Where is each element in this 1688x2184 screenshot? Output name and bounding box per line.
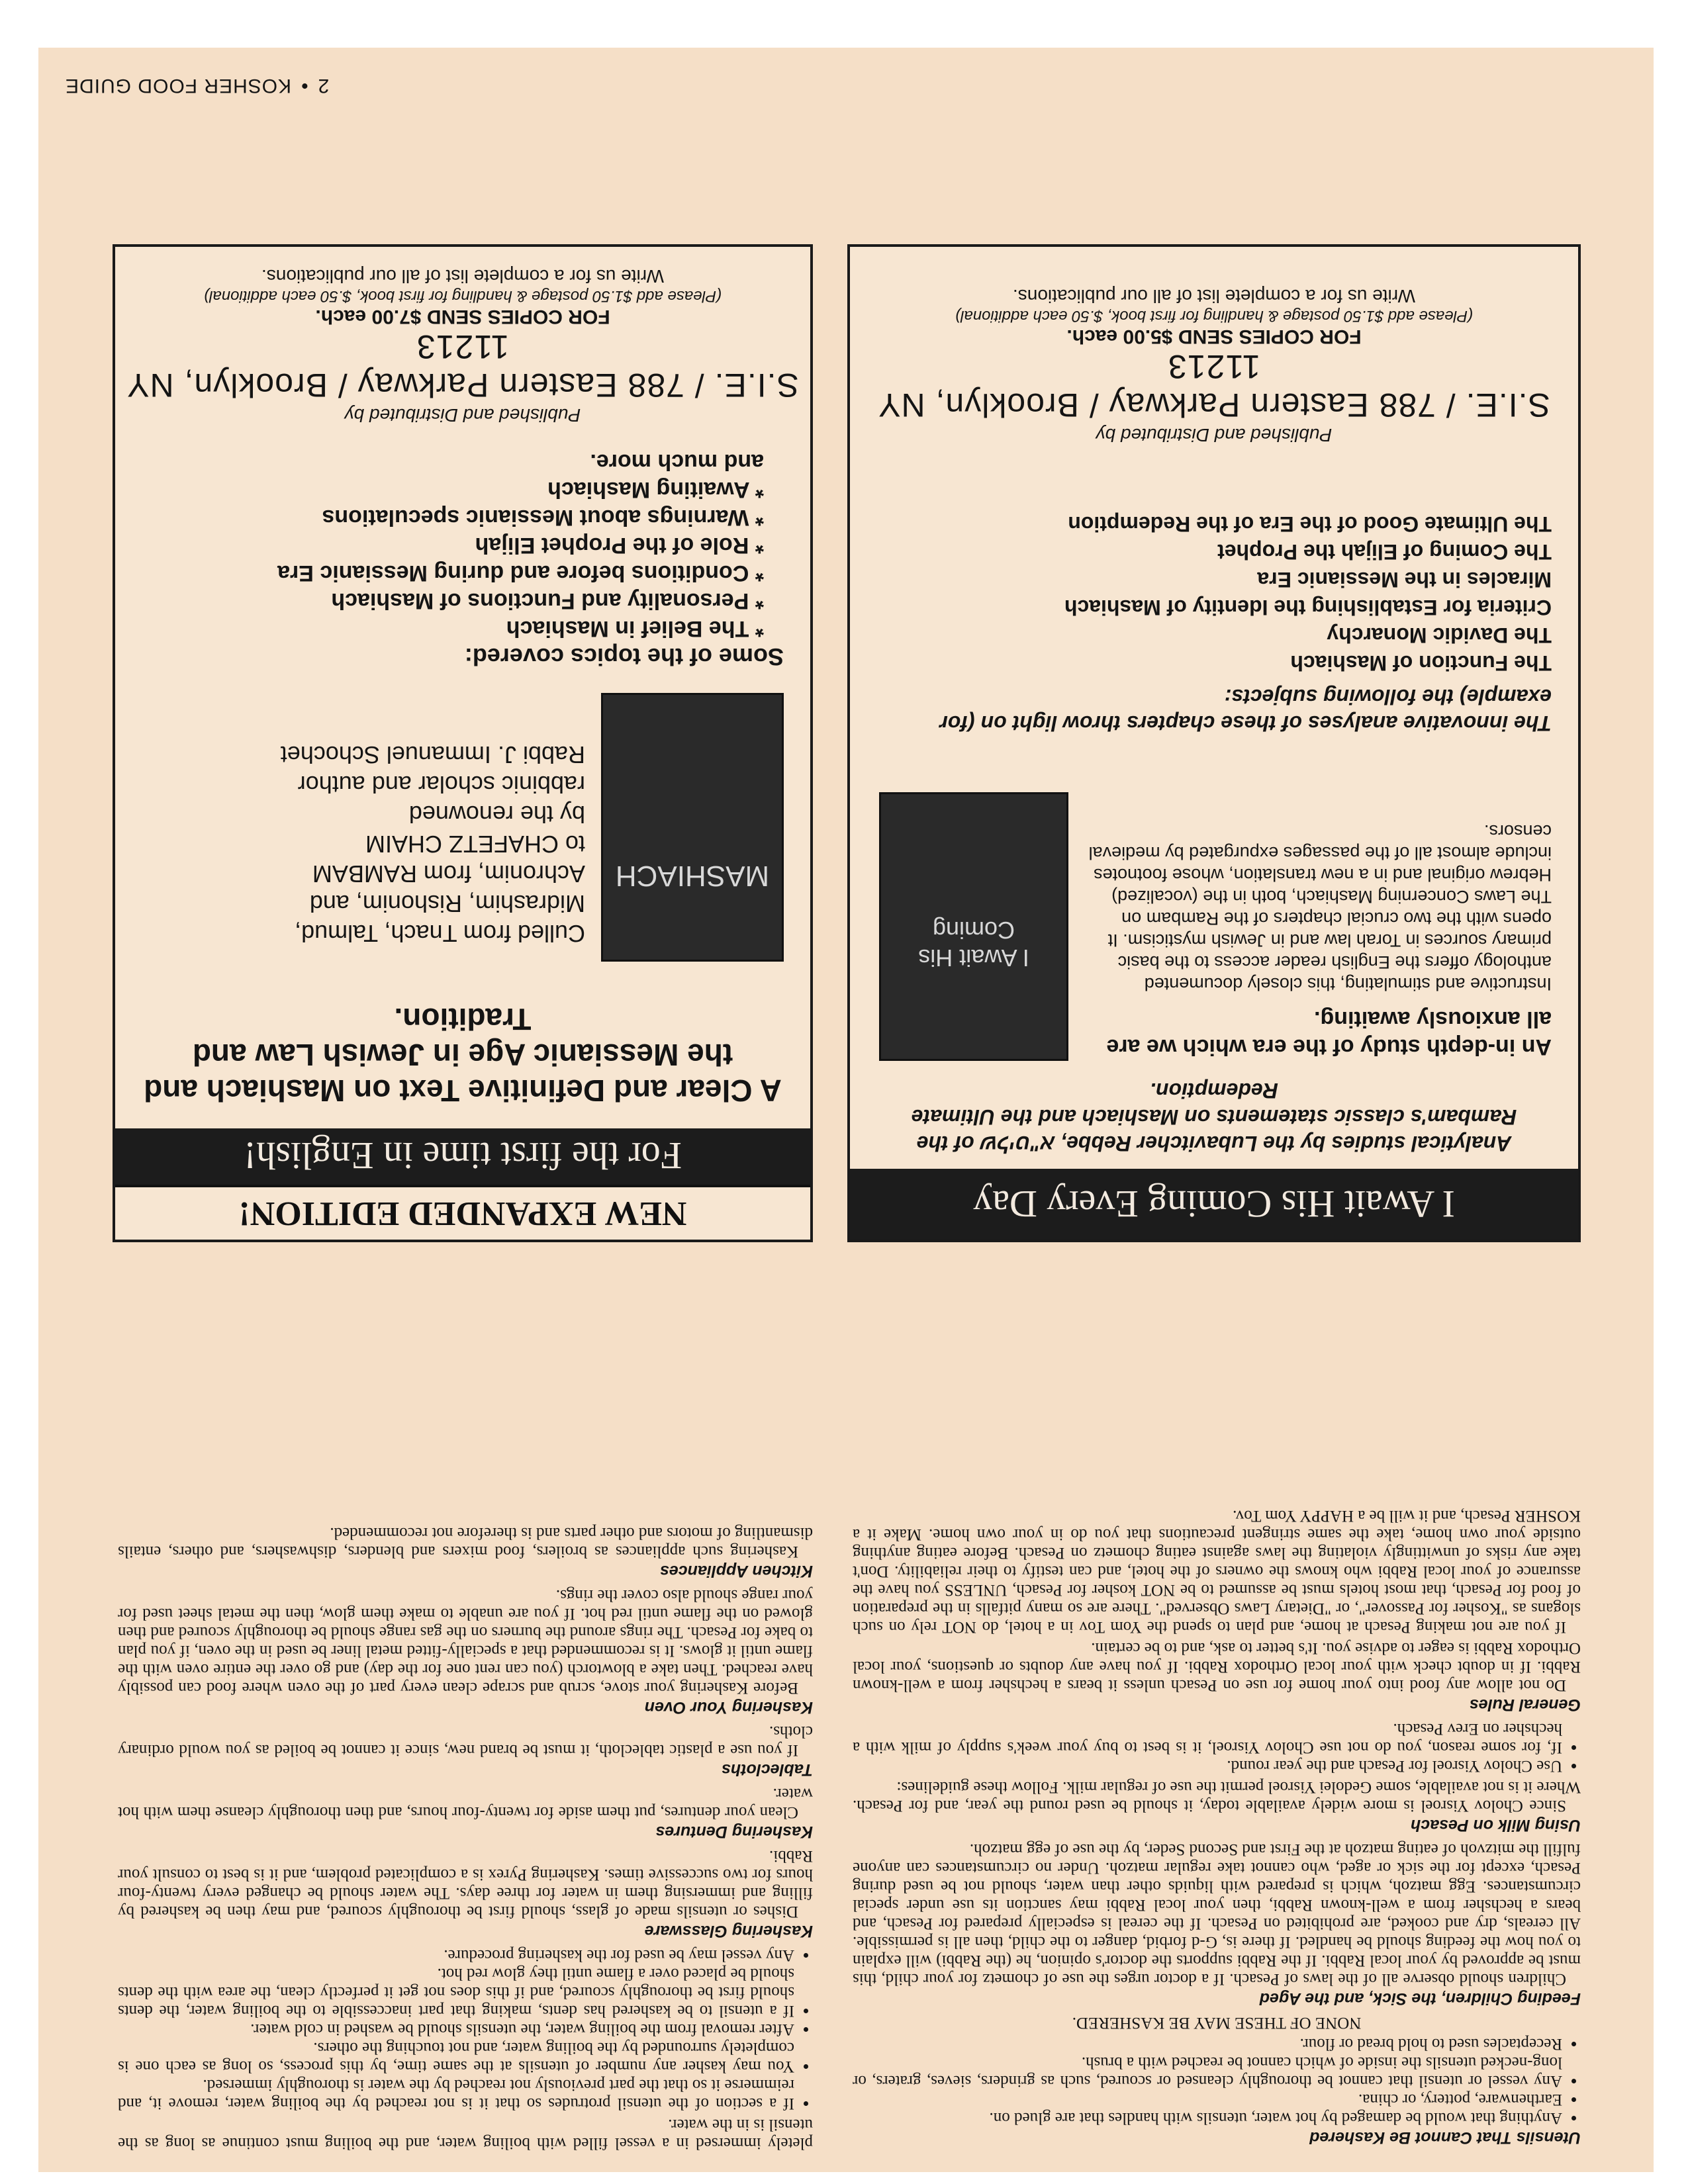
topic-item: The Ultimate Good of the Era of the Redemption: [1068, 512, 1552, 536]
column-left: [853, 1504, 1581, 2152]
copies-price: FOR COPIES SEND $7.00 each.: [315, 306, 610, 328]
book-cover-image: [601, 693, 784, 962]
page-number: 2: [317, 75, 330, 97]
section-heading: General Rules: [1469, 1696, 1581, 1714]
list-item: • Receptacles used to hold bread or flour.: [853, 2034, 1562, 2053]
ad-mashiach: [113, 244, 813, 1242]
section-heading: Feeding Children, the Sick, and the Aged: [1259, 1989, 1581, 2008]
topic-item: * The Belief in Mashiach: [506, 616, 764, 641]
topic-item: and much more.: [590, 449, 764, 475]
ad-footer: [857, 285, 1571, 445]
ad-body: Instructive and stimulating, this closely documented anthology offers the English reader access to the basic primary sources in Torah law and in Jewish mysticism. It opens with the two crucial chapters of the Rambam on The Laws Concerning Mashiach, both in the (vocalized) Hebrew original and in a new translation, whose footnotes include almost all of the passages expurgated by medieval censors.: [1088, 821, 1552, 994]
rotated-page: [38, 48, 1654, 2172]
topic-item: * Awaiting Mashiach: [547, 477, 764, 502]
intro-line: to CHAFETZ CHAIM: [365, 831, 585, 858]
section-heading: Utensils That Cannot Be Kashered: [1309, 2128, 1581, 2147]
header-title: KOSHER FOOD GUIDE: [65, 75, 292, 97]
topic-item: * Warnings about Messianic speculations: [322, 505, 764, 530]
list-item: • After removal from the boiling water, the utensils should be washed in cold water.: [118, 2020, 794, 2038]
list-item: • If a section of the utensil protrudes so that it is not reached by the boiling water, remove it, and reimmerse it so that the part previously not reached by the water is thoroughly immersed.: [118, 2075, 794, 2113]
section-heading: Kashering Glassware: [644, 1922, 813, 1940]
warning-line: NONE OF THESE MAY BE KASHERED.: [1072, 2014, 1362, 2032]
topic-item: Criteria for Establishing the Identity of Mashiach: [1064, 596, 1552, 619]
intro-line: by the renowned: [408, 801, 585, 828]
section-heading: Kashering Dentures: [655, 1823, 813, 1841]
published-by: Published and Distributed by: [344, 405, 581, 426]
paragraph: Kashering such appliances as broilers, food mixers and blenders, dishwashers, and others, entails dismantling of motors and other parts and is therefore not recommended.: [118, 1524, 813, 1561]
banner-text: For the first time in English!: [243, 1134, 682, 1177]
column-right: [118, 1521, 813, 2152]
intro-line: Midrashim, Rishonim, and: [309, 890, 585, 917]
topic-item: The Davidic Monarchy: [1327, 623, 1552, 647]
paragraph: Before Kashering your stove, scrub and scrape clean every part of the oven where food can possibly have reached. Then take a blowtorch (you can rent one for the day) and go over the entire oven with the flame until it glows. It is recommended that a specially-fitted metal liner be used in the oven, if you plan to bake for Pesach. The rings around the burners on the gas range should be thoroughly scoured and then glowed on the flame until red hot. If you are unable to make them glow, then the metal sheet used for your range should also cover the rings.: [118, 1586, 813, 1697]
banner-top-text: NEW EXPANDED EDITION!: [238, 1195, 687, 1232]
copies-price: FOR COPIES SEND $5.00 each.: [1066, 326, 1362, 347]
list-item: • If, for some reason, you do not use Cholov Yisroel, it is best to buy your week's supply of milk with a hechsher on Erev Pesach.: [853, 1719, 1562, 1756]
published-by: Published and Distributed by: [1096, 425, 1333, 445]
intro-line: Rabbi J. Immanuel Schochet: [280, 741, 585, 768]
ad-banner: [115, 1128, 810, 1185]
topic-item: * Personality and Functions of Mashiach: [331, 588, 764, 614]
topic-item: Miracles in the Messianic Era: [1257, 568, 1552, 592]
paragraph: Dishes or utensils made of glass, should first be thoroughly scoured, and may then be kashered by filling and immersing them in water for three days. The water should be changed every twenty-four hours for two successive times. Kashering Pyrex is a complicated problem, and it is best to consult your Rabbi.: [118, 1847, 813, 1921]
intro-line: Culled from Tnach, Talmud,: [295, 920, 585, 947]
ad-footer: [122, 265, 804, 426]
postage-note: (Please add $1.50 postage & handling for first book, $.50 each additional): [204, 287, 722, 305]
publisher-address: S.I.E. / 788 Eastern Parkway / Brooklyn, NY 11213: [878, 348, 1550, 424]
list-item: • Use Cholov Yisroel for Pesach and the year round.: [853, 1756, 1562, 1775]
paragraph: pletely immersed in a vessel filled with boiling water, and the boiling must continue as long as the utensil is in the water.: [118, 2116, 813, 2152]
bullet-list: [853, 2034, 1581, 2127]
ad-headline: Analytical studies by the Lubavitcher Rebbe, שליט"א of the Rambam's classic statements on Mashiach and the Ultimate Redemption.: [911, 1079, 1517, 1156]
write-note: Write us for a complete list of all our publications.: [261, 266, 664, 287]
topic-item: * Role of the Prophet Elijah: [475, 533, 764, 558]
section-heading: Tablecloths: [722, 1760, 813, 1779]
topics-heading: Some of the topics covered:: [464, 643, 784, 670]
book-cover-image: [879, 792, 1068, 1061]
page-header: [65, 74, 338, 97]
list-item: • Earthenware, pottery, or china.: [853, 2090, 1562, 2109]
ad-topics: [135, 448, 784, 670]
section-heading: Using Milk on Pesach: [1410, 1816, 1581, 1835]
paragraph: Clean your dentures, put them aside for twenty-four hours, and then thoroughly cleanse them with hot water.: [118, 1785, 813, 1821]
topic-item: The Function of Mashiach: [1290, 651, 1552, 675]
bullet-list: [853, 1719, 1581, 1775]
ad-headline: A Clear and Definitive Text on Mashiach and the Messianic Age in Jewish Law and Tradition.: [144, 1002, 782, 1108]
ad-banner: [850, 1169, 1578, 1240]
publisher-address: S.I.E. / 788 Eastern Parkway / Brooklyn, NY 11213: [126, 328, 799, 404]
cover-title: MASHIACH: [615, 860, 770, 892]
ad-await: [847, 244, 1581, 1242]
list-item: • Any vessel may be used for the kashering procedure.: [118, 1946, 794, 1964]
paragraph: Since Cholov Yisroel is more widely available today, it should be used round the year, and for Pesach. Where it is not available, some Gedolei Yisroel permit the use of regular milk. Follow these guidelines:: [853, 1778, 1581, 1815]
list-item: • You may kasher any number of utensils at the same time, by this process, so long as each one is completely surrounded by the boiling water, and not touching the others.: [118, 2038, 794, 2075]
ad-topics: [890, 510, 1552, 677]
list-item: • Anything that would be damaged by hot water, utensils with handles that are glued on.: [853, 2109, 1562, 2127]
ad-analyses: The innovative analyses of these chapters throw light on (for example) the following subjects:: [939, 685, 1552, 735]
paragraph: If you are not making Pesach at home, and plan to spend the Yom Tov in a hotel, do NOT rely on such slogans as "Kosher for Passover", or "Dietary Laws Observed". There are so many pitfalls in the preparation of food for Pesach, that most hotels must be assumed to be NOT kosher for Pesach, UNLESS you have the assurance of your local Rabbi who knows the owners of the hotel, and can testify to their reliability. Don't take any risks of unwittingly violating the laws against eating chometz on Pesach. Before eating anything outside your own home, take the same stringent precautions that you do in your own home. Make it a KOSHER Pesach, and it will be a HAPPY Yom Tov.: [853, 1507, 1581, 1636]
cover-title: I Await His Coming: [918, 917, 1029, 972]
section-heading: Kashering Your Oven: [644, 1698, 813, 1717]
banner-text: I Await His Coming Every Day: [973, 1183, 1455, 1226]
section-heading: Kitchen Appliances: [659, 1562, 813, 1580]
header-bullet: •: [301, 75, 308, 97]
ad-intro: [148, 740, 585, 948]
list-item: • If a utensil to be kashered has dents, making that part inaccessible to the boiling water, the dents should first be thoroughly scoured, and if this does not get it perfectly clean, the area with the dents should be placed over a flame until they glow red hot.: [118, 1964, 794, 2020]
ad-banner-top: [115, 1185, 810, 1240]
intro-line: rabbinic scholar and author: [297, 771, 585, 798]
topic-item: The Coming of Elijah the Prophet: [1217, 540, 1552, 564]
list-item: • Any vessel or utensil that cannot be thoroughly cleansed or scoured, such as grinders, sieves, graters, or long-necked utensils the inside of which cannot be reached with a brush.: [853, 2053, 1562, 2090]
ad-subhead: An in-depth study of the era which we are all anxiously awaiting.: [1106, 1007, 1552, 1060]
topic-item: * Conditions before and during Messianic Era: [277, 561, 764, 586]
postage-note: (Please add $1.50 postage & handling for first book, $.50 each additional): [955, 307, 1473, 325]
paragraph: If you use a plastic tablecloth, it must be brand new, since it cannot be boiled as you would ordinary cloths.: [118, 1723, 813, 1759]
paragraph: Do not allow any food into your home for use on Pesach unless it bears a hechsher from a well-known Rabbi. If in doubt check with your local Orthodox Rabbi. If you have any doubts or questions, your local Orthodox Rabbi is eager to advise you. It's better to ask, and to be certain.: [853, 1639, 1581, 1694]
bullet-list: [118, 1946, 813, 2113]
write-note: Write us for a complete list of all our publications.: [1013, 286, 1415, 306]
paragraph: Children should observe all of the laws of Pesach. If a doctor urges the use of chometz for your child, this must be approved by your local Rabbi. If the Rabbi supports the doctor's opinion, he (the Rabbi) will explain to you how the feeding should be handled. If there is, G-d forbid, danger to the child, then all is permissible. All cereals, dry and cooked, are prohibited on Pesach. If the cereal is especially prepared for Pesach, and bears a hechsher from a well-known Rabbi, then your local Rabbi may sanction its use under special circumstances. Egg matzoh, which is prepared with liquids other than water, should not be used during Pesach, except for the sick or aged, who cannot take regular matzoh. Under no circumstances can anyone fulfill the mitzvoh of eating matzoh at the First and Second Seder, by the use of egg matzoh.: [853, 1841, 1581, 1988]
intro-line: Achronim, from RAMBAM: [312, 860, 585, 887]
page-sheet: [38, 48, 1654, 2172]
